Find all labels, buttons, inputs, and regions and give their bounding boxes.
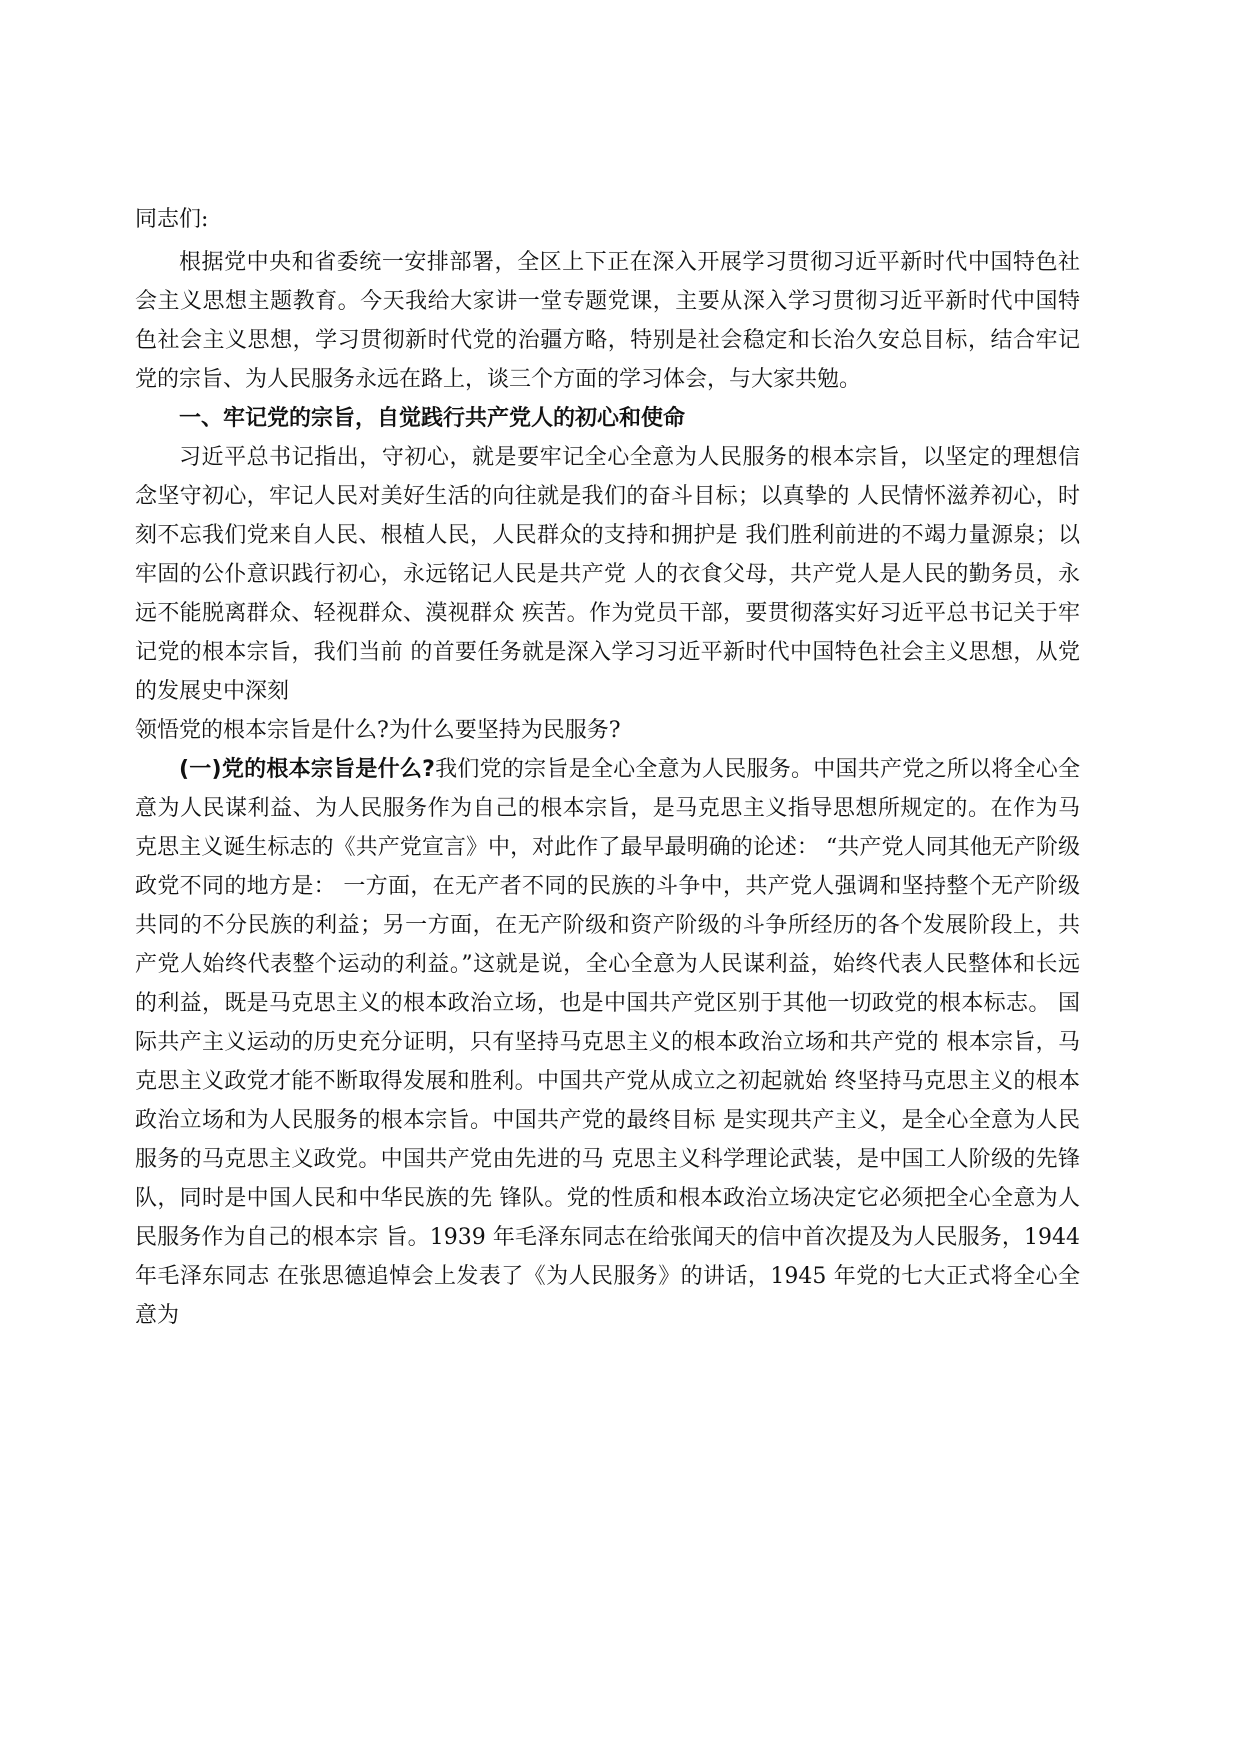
document-body: [135, 205, 1080, 1335]
section-heading-1: 一、牢记党的宗旨，自觉践行共产党人的初心和使命: [179, 406, 686, 431]
section-1-paragraph: 习近平总书记指出，守初心，就是要牢记全心全意为人民服务的根本宗旨，以坚定的理想信念坚守初心，牢记人民对美好生活的向往就是我们的奋斗目标；以真挚的 人民情怀滋养初心，时刻不忘我们党来自人民、根植人民，人民群众的支持和拥护是 我们胜利前进的不竭力量源泉；以牢固的公仆意识践行初心，永远铭记人民是共产党 人的衣食父母，共产党人是人民的勤务员，永远不能脱离群众、轻视群众、漠视群众 疾苦。作为党员干部，要贯彻落实好习近平总书记关于牢记党的根本宗旨，我们当前 的首要任务就是深入学习习近平新时代中国特色社会主义思想，从党的发展史中深刻: [135, 445, 1080, 704]
subsection-1-paragraph: [135, 750, 1080, 1335]
intro-paragraph: 根据党中央和省委统一安排部署，全区上下正在深入开展学习贯彻习近平新时代中国特色社会主义思想主题教育。今天我给大家讲一堂专题党课，主要从深入学习贯彻习近平新时代中国特色社会主义思想，学习贯彻新时代党的治疆方略，特别是社会稳定和长治久安总目标，结合牢记党的宗旨、为人民服务永远在路上，谈三个方面的学习体会，与大家共勉。: [135, 250, 1080, 392]
subsection-1-text: 我们党的宗旨是全心全意为人民服务。中国共产党之所以将全心全意为人民谋利益、为人民服务作为自己的根本宗旨，是马克思主义指导思想所规定的。在作为马克思主义诞生标志的《共产党宣言》中，对此作了最早最明确的论述： “共产党人同其他无产阶级政党不同的地方是： 一方面，在无产者不同的民族的斗争中，共产党人强调和坚持整个无产阶级共同的不分民族的利益；另一方面，在无产阶级和资产阶级的斗争所经历的各个发展阶段上，共产党人始终代表整个运动的利益。”这就是说，全心全意为人民谋利益，始终代表人民整体和长远的利益，既是马克思主义的根本政治立场，也是中国共产党区别于其他一切政党的根本标志。 国际共产主义运动的历史充分证明，只有坚持马克思主义的根本政治立场和共产党的 根本宗旨，马克思主义政党才能不断取得发展和胜利。中国共产党从成立之初起就始 终坚持马克思主义的根本政治立场和为人民服务的根本宗旨。中国共产党的最终目标 是实现共产主义，是全心全意为人民服务的马克思主义政党。中国共产党由先进的马 克思主义科学理论武装，是中国工人阶级的先锋队，同时是中国人民和中华民族的先 锋队。党的性质和根本政治立场决定它必须把全心全意为人民服务作为自己的根本宗 旨。1939 年毛泽东同志在给张闻天的信中首次提及为人民服务，1944 年毛泽东同志 在张思德追悼会上发表了《为人民服务》的讲话，1945 年党的七大正式将全心全意为: [135, 757, 1080, 1328]
salutation: 同志们:: [135, 207, 209, 232]
subsection-heading-1: (一)党的根本宗旨是什么?: [179, 757, 435, 782]
section-1-tail: 领悟党的根本宗旨是什么?为什么要坚持为民服务?: [135, 718, 621, 743]
